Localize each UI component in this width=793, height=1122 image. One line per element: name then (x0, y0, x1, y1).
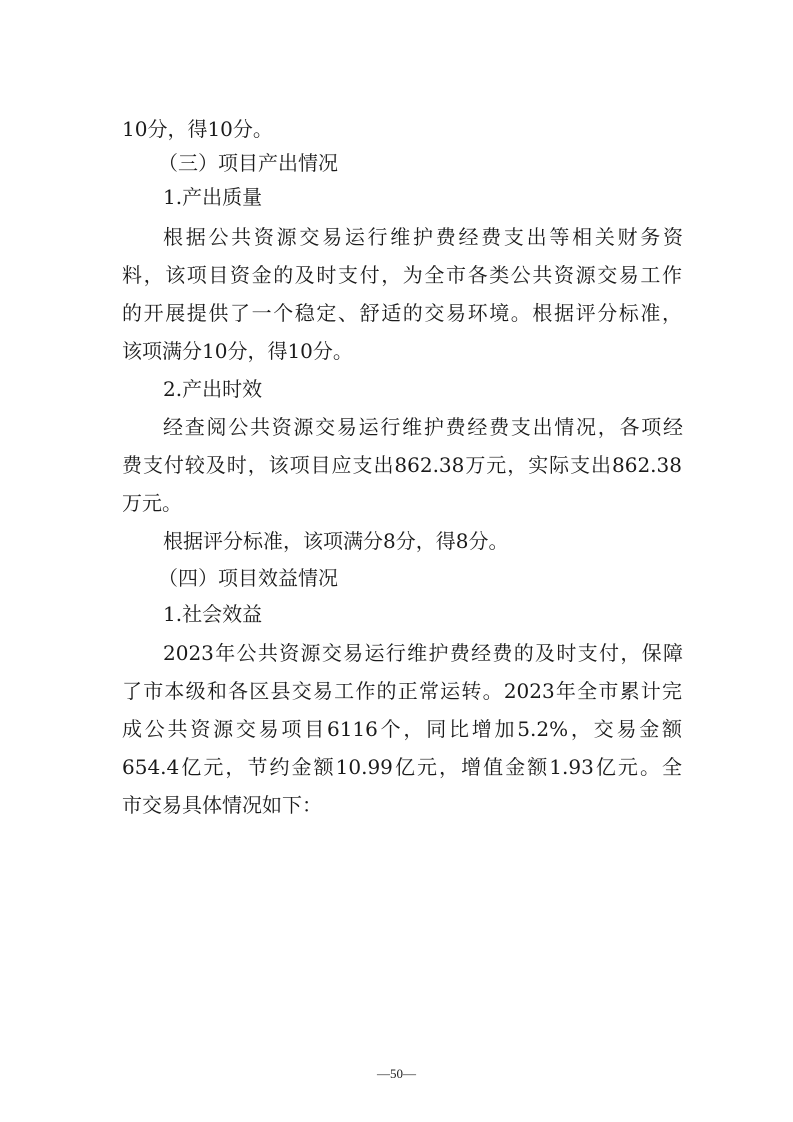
subsection-heading: 2.产出时效 (163, 377, 263, 401)
section-heading-4: （四）项目效益情况 (158, 566, 338, 590)
paragraph-line: 万元。 (122, 491, 182, 515)
paragraph-line: 成公共资源交易项目6116个，同比增加5.2%，交易金额 (122, 717, 682, 741)
paragraph-line: 了市本级和各区县交易工作的正常运转。2023年全市累计完 (122, 679, 682, 703)
paragraph-line: 根据公共资源交易运行维护费经费支出等相关财务资 (163, 225, 683, 249)
subsection-heading: 1.产出质量 (163, 185, 263, 209)
subsection-heading: 1.社会效益 (163, 602, 263, 626)
body-text-line: 10分，得10分。 (122, 117, 273, 141)
paragraph-line: 2023年公共资源交易运行维护费经费的及时支付，保障 (163, 641, 683, 665)
paragraph-line: 该项满分10分，得10分。 (122, 339, 353, 363)
paragraph-line: 654.4亿元，节约金额10.99亿元，增值金额1.93亿元。全 (122, 755, 682, 779)
paragraph-line: 料，该项目资金的及时支付，为全市各类公共资源交易工作 (122, 263, 682, 287)
paragraph-line: 市交易具体情况如下： (122, 793, 322, 817)
paragraph-line: 费支付较及时，该项目应支出862.38万元，实际支出862.38 (122, 453, 682, 477)
paragraph-line: 的开展提供了一个稳定、舒适的交易环境。根据评分标准， (122, 301, 682, 325)
paragraph-line: 经查阅公共资源交易运行维护费经费支出情况，各项经 (163, 415, 683, 439)
paragraph-line: 根据评分标准，该项满分8分，得8分。 (163, 529, 509, 553)
page-number: —50— (377, 1066, 416, 1081)
section-heading-3: （三）项目产出情况 (158, 151, 338, 175)
